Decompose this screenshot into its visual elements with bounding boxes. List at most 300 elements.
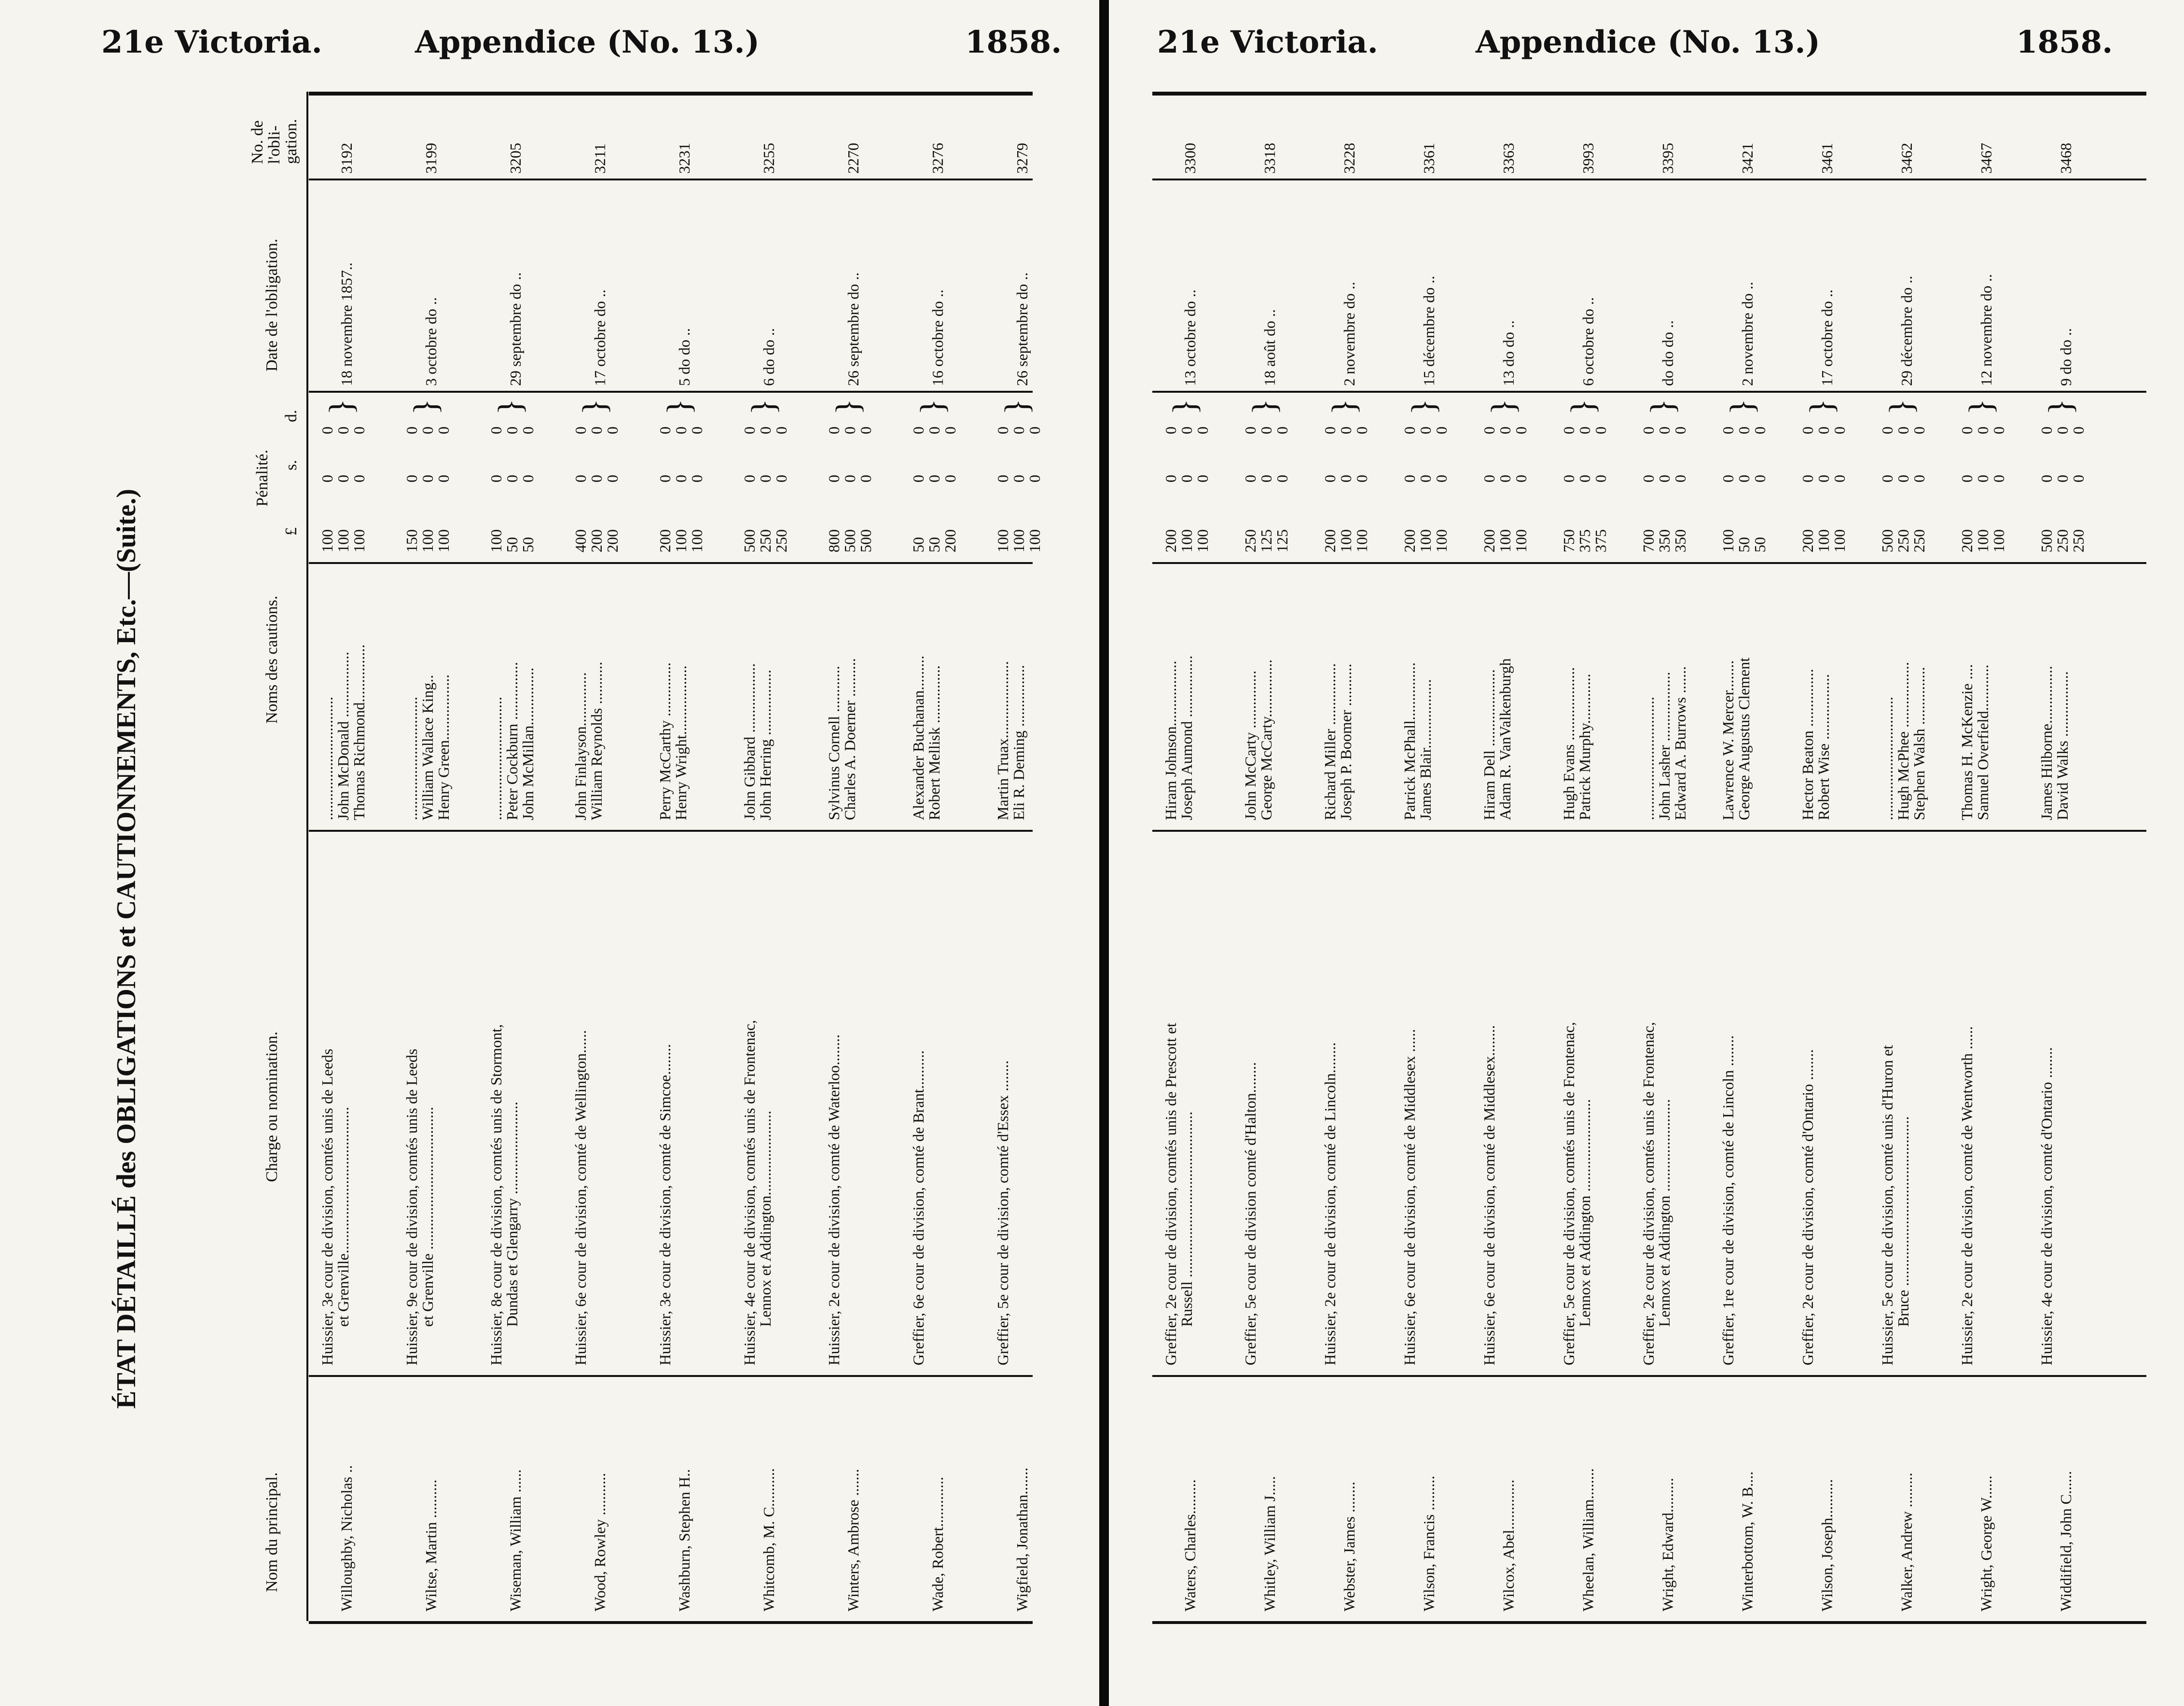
caution-name: James Hilborne............... [2038,666,2055,820]
obligation-number: 3421 [1739,143,1756,174]
caution-name: Thomas H. McKenzie .... [1958,664,1976,820]
penalty-pounds: 100 [419,529,436,552]
brace: } [2042,399,2079,415]
charge-text: Greffier, 6e cour de division, comté de Brant.......... [910,1050,927,1365]
charge-text: Bruce ............................................ [1894,1116,1912,1327]
brace: } [1644,399,1681,415]
penalty-shillings: 0 [572,475,589,482]
caution-name: John Lasher .................. [1656,672,1673,820]
penalty-pounds: 100 [1990,529,2007,552]
penalty-pence: 0 [1480,426,1498,434]
penalty-pounds: 250 [1894,529,1912,552]
penalty-pence: 0 [1194,426,1211,434]
caution-name: John McCarty ............... [1242,670,1259,820]
penalty-pence: 0 [926,426,943,434]
penalty-pounds: 750 [1560,529,1577,552]
penalty-pence: 0 [941,426,959,434]
penalty-shillings: 0 [318,475,336,482]
brace: } [1803,399,1840,415]
penalty-pence: 0 [1990,426,2007,434]
penalty-pounds: 200 [1162,529,1179,552]
obligation-date: 26 septembre do .. [844,272,862,386]
obligation-date: 6 do do .. [760,328,777,386]
caution-name: ................................ [1640,697,1657,820]
penalty-pence: 0 [1974,426,1991,434]
penalty-pounds: 500 [1879,529,1896,552]
charge-text: Huissier, 9e cour de division, comtés unis de Leeds [403,1048,420,1365]
charge-text: Greffier, 5e cour de division, comtés unis de Frontenac, [1560,1022,1577,1365]
column-rule [1152,562,2146,564]
brace: } [1724,399,1761,415]
caution-name: Henry Green................. [435,674,452,820]
penalty-pounds: 200 [1321,529,1339,552]
penalty-shillings: 0 [656,475,674,482]
left-header-year: 1858. [965,24,1062,60]
penalty-shillings: 0 [1337,475,1355,482]
penalty-pence: 0 [672,426,690,434]
obligation-date: 16 octobre do .. [929,289,946,386]
right-header-appendix: Appendice (No. 13.) [1476,24,1820,60]
obligation-number: 3461 [1818,143,1836,174]
penalty-pence: 0 [1401,426,1418,434]
penalty-pence: 0 [656,426,674,434]
caution-name: John McMillan............... [519,667,537,820]
principal-name: Wilcox, Abel............. [1500,1479,1517,1611]
brace: } [829,399,867,415]
principal-name: Willoughby, Nicholas .. [338,1465,355,1611]
penalty-shillings: 0 [2070,475,2087,482]
penalty-pounds: 200 [1401,529,1418,552]
penalty-shillings: 0 [672,475,690,482]
penalty-pounds: 100 [1026,529,1043,552]
penalty-pounds: 100 [1719,529,1737,552]
penalty-shillings: 0 [435,475,452,482]
penalty-pounds: 100 [688,529,705,552]
obligation-date: 17 octobre do .. [1818,289,1836,386]
obligation-date: 2 novembre do .. [1739,282,1756,386]
brace: } [998,399,1036,415]
penalty-pence: 0 [1735,426,1753,434]
penalty-shillings: 0 [1480,475,1498,482]
obligation-number: 3276 [929,143,946,174]
penalty-pence: 0 [503,426,521,434]
principal-name: Wright, George W...... [1977,1475,1995,1611]
principal-name: Wheelan, William........ [1579,1468,1597,1611]
penalty-shillings: 0 [1273,475,1291,482]
penalty-shillings: 0 [1831,475,1848,482]
obligation-number: 3468 [2057,143,2074,174]
penalty-pounds: 250 [1910,529,1928,552]
brace: } [745,399,782,415]
penalty-pence: 0 [334,426,352,434]
penalty-pence: 0 [841,426,858,434]
penalty-pounds: 125 [1258,529,1275,552]
penalty-pence: 0 [1178,426,1195,434]
principal-name: Wade, Robert............. [929,1476,946,1611]
penalty-pence: 0 [1273,426,1291,434]
obligation-number: 3279 [1013,143,1031,174]
penalty-pence: 0 [519,426,537,434]
charge-text: Huissier, 4e cour de division, comtés unis de Frontenac, [741,1020,758,1365]
penalty-pounds: 100 [1178,529,1195,552]
penalty-shillings: 0 [403,475,420,482]
brace: } [407,399,444,415]
penalty-pence: 0 [1910,426,1928,434]
penalty-pence: 0 [1162,426,1179,434]
penalty-shillings: 0 [1910,475,1928,482]
left-header-session: 21e Victoria. [101,24,322,60]
penalty-shillings: 0 [741,475,758,482]
penalty-pence: 0 [1242,426,1259,434]
penalty-shillings: 0 [1353,475,1370,482]
caution-name: Perry McCarthy .............. [656,662,674,820]
charge-text: Huissier, 4e cour de division, comté d'Ontario ........ [2038,1047,2055,1365]
penalty-pounds: 400 [572,529,589,552]
charge-text: Huissier, 3e cour de division, comtés unis de Leeds [318,1048,336,1365]
penalty-pence: 0 [1337,426,1355,434]
penalty-shillings: 0 [350,475,368,482]
penalty-pounds: 100 [1353,529,1370,552]
charge-text: Greffier, 2e cour de division, comtés unis de Prescott et [1162,1023,1179,1365]
obligation-number: 3300 [1181,143,1199,174]
penalty-pounds: 100 [350,529,368,552]
penalty-pence: 0 [1958,426,1976,434]
column-rule [1152,1375,2146,1377]
obligation-date: 13 octobre do .. [1181,289,1199,386]
obligation-number: 3231 [676,143,693,174]
obligation-number: 3255 [760,143,777,174]
column-rule [1152,830,2146,832]
header-pence: d. [282,410,300,422]
caution-name: Henry Wright.................. [672,665,690,820]
charge-text: Greffier, 5e cour de division, comté d'Essex ........ [994,1060,1011,1365]
penalty-shillings: 0 [857,475,874,482]
penalty-shillings: 0 [519,475,537,482]
penalty-pounds: 375 [1576,529,1593,552]
right-page [1109,0,2184,1706]
penalty-pounds: 250 [1242,529,1259,552]
penalty-shillings: 0 [1242,475,1259,482]
penalty-pence: 0 [857,426,874,434]
penalty-pence: 0 [1879,426,1896,434]
principal-name: Whitcomb, M. C.......... [760,1468,777,1611]
brace: } [576,399,613,415]
charge-text: Lennox et Addington...................... [757,1111,774,1327]
penalty-pence: 0 [688,426,705,434]
obligation-number: 3318 [1261,143,1278,174]
obligation-number: 3462 [1898,143,1915,174]
penalty-shillings: 0 [1417,475,1434,482]
principal-name: Webster, James ........ [1341,1482,1358,1611]
penalty-shillings: 0 [1194,475,1211,482]
charge-text: Huissier, 6e cour de division, comté de Middlesex........ [1480,1025,1498,1365]
penalty-shillings: 0 [773,475,790,482]
penalty-shillings: 0 [1560,475,1577,482]
charge-text: Huissier, 6e cour de division, comté de Wellington...... [572,1030,589,1365]
penalty-pounds: 375 [1592,529,1609,552]
penalty-pence: 0 [2054,426,2071,434]
penalty-pounds: 100 [1433,529,1450,552]
caution-name: Patrick Murphy............. [1576,674,1593,820]
penalty-shillings: 0 [910,475,927,482]
penalty-pence: 0 [1815,426,1832,434]
penalty-shillings: 0 [1512,475,1530,482]
penalty-pounds: 200 [604,529,621,552]
principal-name: Wigfield, Jonathan....... [1013,1467,1031,1611]
header-principal: Nom du principal. [263,1472,281,1592]
penalty-shillings: 0 [1799,475,1816,482]
penalty-shillings: 0 [604,475,621,482]
penalty-pence: 0 [487,426,505,434]
brace: } [1326,399,1363,415]
principal-name: Wilson, Francis ......... [1420,1475,1438,1611]
charge-text: Russell ........................................... [1178,1111,1195,1327]
obligation-date: 9 do do .. [2057,328,2074,386]
penalty-pence: 0 [1496,426,1514,434]
brace: } [1963,399,2000,415]
caution-name: Hector Beaton ............... [1799,669,1816,820]
brace: } [1485,399,1522,415]
caution-name: Adam R. VanValkenburgh [1496,658,1514,820]
table-title: ÉTAT DÉTAILLÉ des OBLIGATIONS et CAUTIONNEMENTS, Etc.—(Suite.) [111,489,141,1409]
penalty-shillings: 0 [2054,475,2071,482]
penalty-pence: 0 [1640,426,1657,434]
penalty-shillings: 0 [757,475,774,482]
penalty-pounds: 350 [1656,529,1673,552]
brace: } [1883,399,1920,415]
penalty-shillings: 0 [1879,475,1896,482]
penalty-pounds: 250 [2070,529,2087,552]
caution-name: Robert Mellisk ............... [926,665,943,820]
penalty-pence: 0 [1258,426,1275,434]
charge-text: Greffier, 1re cour de division, comté de Lincoln ........ [1719,1035,1737,1365]
brace: } [1405,399,1442,415]
caution-name: ................................ [487,697,505,820]
penalty-shillings: 0 [1321,475,1339,482]
penalty-pounds: 700 [1640,529,1657,552]
principal-name: Whitley, William J..... [1261,1476,1278,1611]
penalty-pence: 0 [757,426,774,434]
penalty-pence: 0 [604,426,621,434]
header-number-3: gation. [282,119,300,164]
penalty-pounds: 100 [1194,529,1211,552]
penalty-shillings: 0 [1576,475,1593,482]
penalty-pounds: 250 [2054,529,2071,552]
caution-name: Hugh McPhee ................. [1894,662,1912,820]
caution-name: John Finlayson.............. [572,672,589,820]
caution-name: Samuel Overfield............ [1974,664,1991,820]
header-penalite: Pénalité. [253,449,271,507]
penalty-shillings: 0 [1592,475,1609,482]
penalty-shillings: 0 [503,475,521,482]
obligation-date: 3 octobre do .. [422,297,440,386]
obligation-date: 13 do do .. [1500,320,1517,386]
charge-text: Huissier, 3e cour de division, comté de Simcoe........ [656,1044,674,1365]
penalty-pence: 0 [403,426,420,434]
obligation-date: 15 décembre do .. [1420,275,1438,386]
penalty-pounds: 100 [1831,529,1848,552]
principal-name: Winters, Ambrose ....... [844,1469,862,1611]
principal-name: Wood, Rowley ........... [591,1472,608,1611]
penalty-pounds: 800 [825,529,843,552]
column-rule [1152,179,2146,180]
charge-text: Huissier, 8e cour de division, comtés unis de Stormont, [487,1024,505,1365]
penalty-pounds: 200 [1480,529,1498,552]
caution-name: Hiram Johnson................. [1162,660,1179,820]
obligation-date: 12 novembre do .. [1977,274,1995,386]
penalty-shillings: 0 [2038,475,2055,482]
caution-name: John McDonald ................. [334,651,352,820]
obligation-date: do do do .. [1659,320,1676,386]
header-pounds: £ [282,527,300,536]
caution-name: William Wallace King.. [419,674,436,820]
penalty-pence: 0 [1026,426,1043,434]
penalty-shillings: 0 [419,475,436,482]
penalty-pounds: 50 [910,537,927,552]
obligation-number: 3467 [1977,143,1995,174]
penalty-pence: 0 [435,426,452,434]
penalty-shillings: 0 [1958,475,1976,482]
obligation-number: 3211 [591,143,608,174]
obligation-date: 6 octobre do .. [1579,297,1597,386]
penalty-pence: 0 [1321,426,1339,434]
penalty-pence: 0 [572,426,589,434]
penalty-pence: 0 [318,426,336,434]
obligation-date: 29 septembre do .. [507,272,524,386]
caution-name: Joseph P. Boomer ........... [1337,663,1355,820]
header-number-2: l'obli- [265,125,283,164]
page-gutter [1099,0,1109,1706]
penalty-pence: 0 [1433,426,1450,434]
obligation-date: 18 novembre 1857.. [338,262,355,386]
obligation-number: 3192 [338,143,355,174]
caution-name: William Reynolds ........... [588,661,605,820]
charge-text: et Grenville...................................... [334,1107,352,1327]
obligation-number: 3205 [507,143,524,174]
penalty-pounds: 200 [1799,529,1816,552]
penalty-pence: 0 [2070,426,2087,434]
left-header-appendix: Appendice (No. 13.) [415,24,760,60]
column-rule [309,830,1033,832]
penalty-pence: 0 [1592,426,1609,434]
penalty-shillings: 0 [1751,475,1769,482]
charge-text: Lennox et Addington ........................ [1576,1099,1593,1327]
principal-name: Waters, Charles......... [1181,1479,1199,1611]
penalty-shillings: 0 [1162,475,1179,482]
caution-name: Robert Wise ................. [1815,674,1832,820]
penalty-pence: 0 [2038,426,2055,434]
column-rule [309,391,1033,393]
penalty-pounds: 200 [1958,529,1976,552]
caution-name: George McCarty............... [1258,659,1275,820]
penalty-pounds: 500 [857,529,874,552]
penalty-pounds: 100 [1417,529,1434,552]
charge-text: Greffier, 5e cour de division comté d'Halton........ [1242,1062,1259,1365]
charge-text: Greffier, 2e cour de division, comtés unis de Frontenac, [1640,1022,1657,1365]
penalty-shillings: 0 [487,475,505,482]
caution-name: Patrick McPhall............... [1401,662,1418,820]
table-bottom-rule [309,1621,1033,1624]
obligation-number: 3363 [1500,143,1517,174]
column-rule [309,562,1033,564]
penalty-pounds: 100 [318,529,336,552]
penalty-shillings: 0 [1026,475,1043,482]
right-header-session: 21e Victoria. [1157,24,1378,60]
penalty-pence: 0 [1751,426,1769,434]
obligation-number: 3199 [422,143,440,174]
penalty-pounds: 500 [841,529,858,552]
caution-name: Peter Cockburn ............... [503,662,521,820]
penalty-pounds: 125 [1273,529,1291,552]
penalty-pounds: 100 [994,529,1011,552]
penalty-shillings: 0 [1974,475,1991,482]
penalty-pounds: 100 [487,529,505,552]
penalty-shillings: 0 [1640,475,1657,482]
penalty-pence: 0 [1656,426,1673,434]
brace: } [1246,399,1283,415]
penalty-pounds: 200 [941,529,959,552]
obligation-number: 3228 [1341,143,1358,174]
header-date: Date de l'obligation. [263,238,281,371]
brace: } [1564,399,1602,415]
brace: } [323,399,360,415]
penalty-shillings: 0 [926,475,943,482]
principal-name: Wilson, Joseph.......... [1818,1479,1836,1611]
obligation-number: 3993 [1579,143,1597,174]
penalty-shillings: 0 [1401,475,1418,482]
penalty-pence: 0 [910,426,927,434]
penalty-pence: 0 [773,426,790,434]
caution-name: Joseph Aumond ................ [1178,655,1195,820]
column-rule [309,1375,1033,1377]
penalty-pounds: 50 [503,537,521,552]
obligation-date: 18 août do .. [1261,309,1278,386]
principal-name: Wiltse, Martin .......... [422,1479,440,1611]
penalty-pounds: 100 [435,529,452,552]
penalty-pounds: 100 [1815,529,1832,552]
caution-name: Alexander Buchanan......... [910,655,927,820]
penalty-pounds: 100 [672,529,690,552]
penalty-pence: 0 [1353,426,1370,434]
charge-text: Huissier, 2e cour de division, comté de Waterloo........ [825,1034,843,1365]
penalty-shillings: 0 [1990,475,2007,482]
penalty-shillings: 0 [825,475,843,482]
penalty-shillings: 0 [1258,475,1275,482]
penalty-shillings: 0 [1178,475,1195,482]
penalty-shillings: 0 [1719,475,1737,482]
penalty-shillings: 0 [841,475,858,482]
charge-text: Huissier, 2e cour de division, comté de Wentworth ...... [1958,1026,1976,1365]
penalty-shillings: 0 [1433,475,1450,482]
caution-name: John Herring ................. [757,670,774,820]
penalty-shillings: 0 [1656,475,1673,482]
table-bottom-rule [1152,1621,2146,1624]
penalty-pounds: 500 [2038,529,2055,552]
caution-name: David Walks ................. [2054,671,2071,820]
penalty-pounds: 100 [1974,529,1991,552]
charge-text: et Grenville ..................................... [419,1107,436,1327]
obligation-date: 2 novembre do .. [1341,282,1358,386]
caution-name: James Blair.................. [1417,679,1434,820]
penalty-pence: 0 [994,426,1011,434]
penalty-pounds: 250 [757,529,774,552]
penalty-pounds: 100 [1512,529,1530,552]
penalty-pence: 0 [588,426,605,434]
table-top-rule [309,92,1033,96]
header-shillings: s. [282,460,300,470]
penalty-pounds: 350 [1672,529,1689,552]
penalty-shillings: 0 [1010,475,1027,482]
